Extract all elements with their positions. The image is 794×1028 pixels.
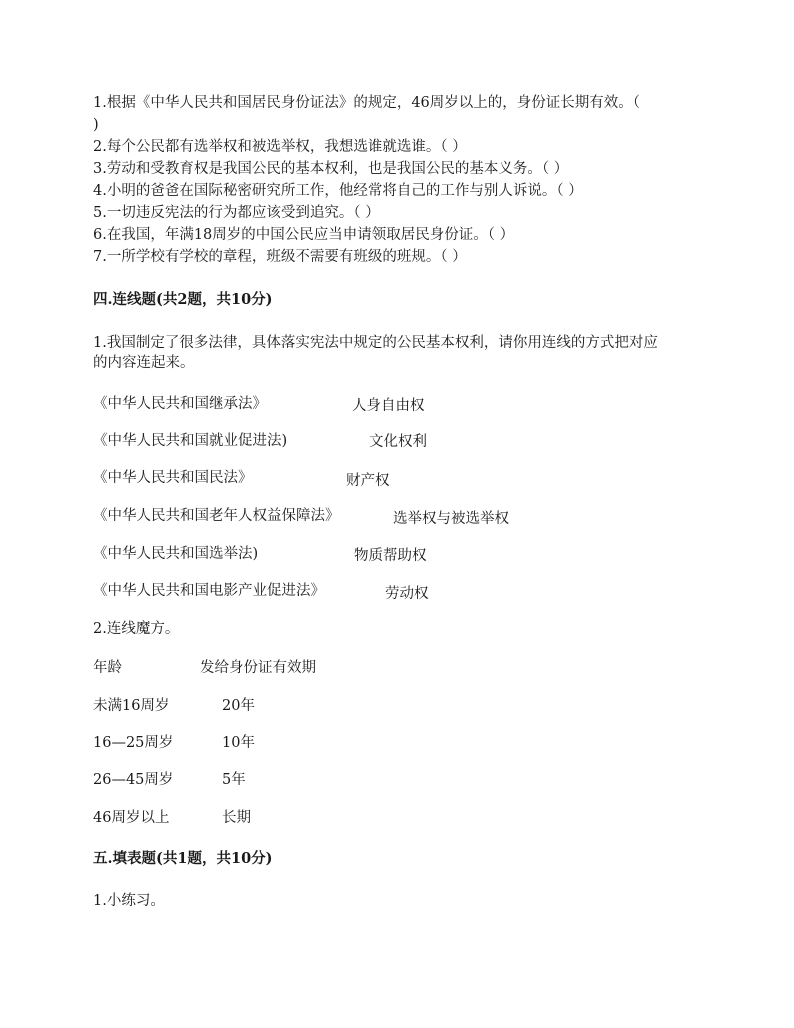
judgement-item-1: 1.根据《中华人民共和国居民身份证法》的规定，46周岁以上的，身份证长期有效。（ bbox=[93, 95, 641, 111]
law-item-2: 《中华人民共和国就业促进法) bbox=[93, 433, 288, 449]
law-item-5: 《中华人民共和国选举法) bbox=[93, 546, 259, 562]
law-item-4: 《中华人民共和国老年人权益保障法》 bbox=[93, 508, 340, 524]
judgement-item-1-cont: ) bbox=[93, 117, 99, 133]
age-header: 年龄 bbox=[93, 660, 122, 676]
matching-q1-text-line2: 的内容连起来。 bbox=[93, 355, 195, 371]
validity-item-1: 20年 bbox=[222, 698, 255, 714]
validity-item-3: 5年 bbox=[222, 772, 246, 788]
right-item-4: 选举权与被选举权 bbox=[393, 511, 509, 527]
section-5-heading: 五.填表题(共1题，共10分) bbox=[93, 850, 273, 867]
law-item-1: 《中华人民共和国继承法》 bbox=[93, 396, 267, 412]
judgement-item-6: 6.在我国，年满18周岁的中国公民应当申请领取居民身份证。（ ） bbox=[93, 227, 515, 243]
judgement-item-5: 5.一切违反宪法的行为都应该受到追究。（ ） bbox=[93, 205, 380, 221]
section-4-heading: 四.连线题(共2题，共10分) bbox=[93, 291, 273, 308]
age-item-1: 未满16周岁 bbox=[93, 698, 170, 714]
validity-header: 发给身份证有效期 bbox=[200, 660, 316, 676]
right-item-1: 人身自由权 bbox=[352, 398, 425, 414]
right-item-3: 财产权 bbox=[346, 473, 390, 489]
fill-table-q1: 1.小练习。 bbox=[93, 893, 165, 909]
validity-item-4: 长期 bbox=[222, 810, 251, 826]
age-item-2: 16—25周岁 bbox=[93, 735, 174, 751]
validity-item-2: 10年 bbox=[222, 735, 255, 751]
judgement-item-3: 3.劳动和受教育权是我国公民的基本权利，也是我国公民的基本义务。（ ） bbox=[93, 161, 569, 177]
law-item-3: 《中华人民共和国民法》 bbox=[93, 470, 253, 486]
matching-q2-title: 2.连线魔方。 bbox=[93, 621, 180, 637]
law-item-6: 《中华人民共和国电影产业促进法》 bbox=[93, 583, 325, 599]
judgement-item-2: 2.每个公民都有选举权和被选举权，我想选谁就选谁。（ ） bbox=[93, 139, 467, 155]
judgement-item-7: 7.一所学校有学校的章程，班级不需要有班级的班规。（ ） bbox=[93, 249, 467, 265]
right-item-2: 文化权利 bbox=[369, 434, 427, 450]
age-item-4: 46周岁以上 bbox=[93, 810, 170, 826]
right-item-5: 物质帮助权 bbox=[354, 548, 427, 564]
right-item-6: 劳动权 bbox=[385, 586, 429, 602]
age-item-3: 26—45周岁 bbox=[93, 772, 174, 788]
matching-q1-text-line1: 1.我国制定了很多法律，具体落实宪法中规定的公民基本权利，请你用连线的方式把对应 bbox=[93, 335, 658, 351]
judgement-item-4: 4.小明的爸爸在国际秘密研究所工作，他经常将自己的工作与别人诉说。（ ） bbox=[93, 183, 583, 199]
